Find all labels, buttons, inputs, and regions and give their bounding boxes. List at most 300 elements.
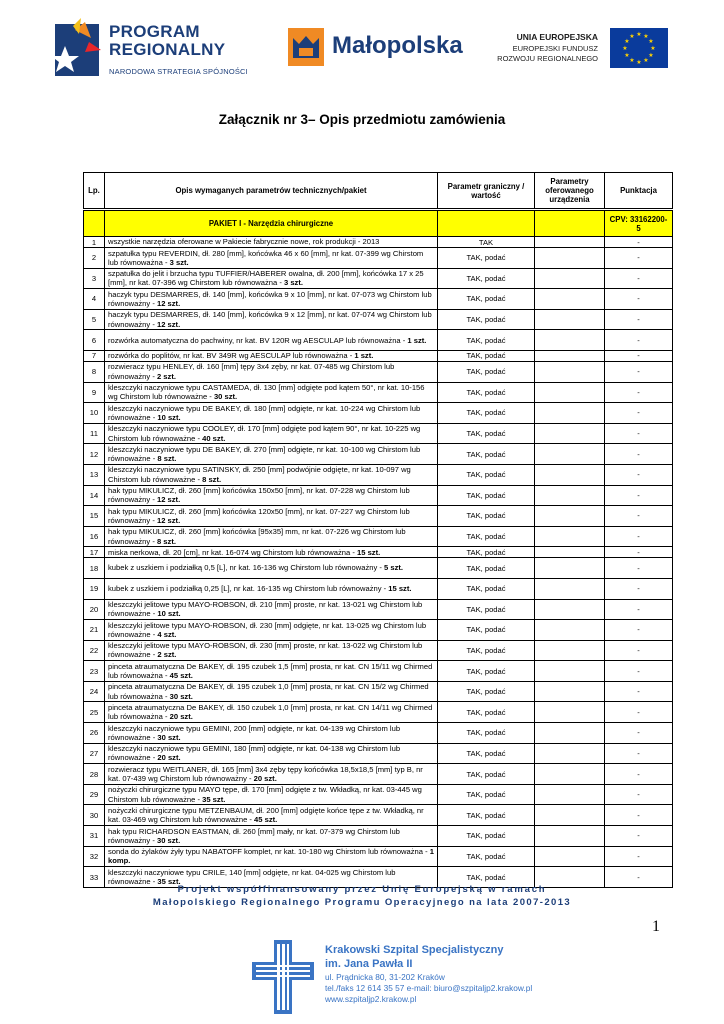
row-score: - xyxy=(605,723,673,744)
row-limit-parameter: TAK, podać xyxy=(438,403,535,424)
star-emblem-icon xyxy=(55,16,103,78)
table-row xyxy=(84,558,673,579)
row-limit-parameter: TAK, podać xyxy=(438,743,535,764)
row-description-text: kleszczyki naczyniowe typu GEMINI, 200 [mm] odgięte, nr kat. 04-139 wg Chirstom lub równoważne - xyxy=(108,723,401,742)
hospital-website-link[interactable]: www.szpitaljp2.krakow.pl xyxy=(325,994,417,1004)
row-offered-parameters[interactable] xyxy=(535,743,605,764)
row-limit-parameter: TAK, podać xyxy=(438,444,535,465)
row-quantity: 15 szt. xyxy=(357,547,381,557)
table-row xyxy=(84,826,673,847)
row-limit-parameter: TAK, podać xyxy=(438,805,535,826)
row-lp: 1 xyxy=(84,237,105,248)
row-lp: 3 xyxy=(84,268,105,289)
row-score: - xyxy=(605,846,673,867)
row-quantity: 35 szt. xyxy=(157,877,181,887)
row-quantity: 30 szt. xyxy=(157,732,181,742)
cofinancing-line2: Małopolskiego Regionalnego Programu Operacyjnego na lata 2007-2013 xyxy=(152,897,572,908)
table-row xyxy=(84,846,673,867)
row-lp: 26 xyxy=(84,723,105,744)
row-quantity: 3 szt. xyxy=(169,257,189,267)
row-limit-parameter: TAK, podać xyxy=(438,846,535,867)
row-lp: 33 xyxy=(84,867,105,888)
row-limit-parameter: TAK, podać xyxy=(438,361,535,382)
row-offered-parameters[interactable] xyxy=(535,268,605,289)
row-limit-parameter: TAK, podać xyxy=(438,309,535,330)
row-limit-parameter: TAK, podać xyxy=(438,350,535,361)
row-description xyxy=(105,403,438,424)
package-name: PAKIET I - Narzędzia chirurgiczne xyxy=(105,211,438,237)
row-description xyxy=(105,826,438,847)
row-offered-parameters[interactable] xyxy=(535,444,605,465)
row-lp: 17 xyxy=(84,547,105,558)
hospital-contact: tel./faks 12 614 35 57 e-mail: biuro@szpitaljp2.krakow.pl xyxy=(325,983,533,993)
program-regionalny-logo xyxy=(55,16,255,82)
row-limit-parameter: TAK, podać xyxy=(438,289,535,310)
table-row xyxy=(84,403,673,424)
row-lp: 7 xyxy=(84,350,105,361)
malopolska-crest-icon xyxy=(288,28,324,66)
row-description xyxy=(105,805,438,826)
row-offered-parameters[interactable] xyxy=(535,599,605,620)
row-lp: 25 xyxy=(84,702,105,723)
row-limit-parameter: TAK, podać xyxy=(438,764,535,785)
table-row xyxy=(84,599,673,620)
row-quantity: 20 szt. xyxy=(157,753,181,763)
row-quantity: 30 szt. xyxy=(169,691,193,701)
page-number: 1 xyxy=(652,918,660,935)
table-row xyxy=(84,361,673,382)
row-description-text: kubek z uszkiem i podziałką 0,5 [L], nr kat. 16-136 wg Chirstom lub równoważny - xyxy=(108,563,385,573)
row-limit-parameter: TAK, podać xyxy=(438,558,535,579)
table-row xyxy=(84,330,673,351)
row-lp: 30 xyxy=(84,805,105,826)
row-description-text: kleszczyki jelitowe typu MAYO-ROBSON, dł. 210 [mm] proste, nr kat. 13-021 wg Chirstom lub równoważne - xyxy=(108,600,423,619)
row-quantity: 2 szt. xyxy=(157,650,177,660)
row-limit-parameter: TAK, podać xyxy=(438,382,535,403)
row-score: - xyxy=(605,289,673,310)
row-score: - xyxy=(605,599,673,620)
col-header-limit-parameter: Parametr graniczny / wartość xyxy=(438,173,535,209)
row-quantity: 1 szt. xyxy=(407,335,427,345)
row-quantity: 4 szt. xyxy=(157,629,177,639)
row-limit-parameter: TAK, podać xyxy=(438,599,535,620)
table-row xyxy=(84,784,673,805)
row-limit-parameter: TAK, podać xyxy=(438,330,535,351)
row-score: - xyxy=(605,268,673,289)
row-score: - xyxy=(605,826,673,847)
row-offered-parameters[interactable] xyxy=(535,547,605,558)
row-description-text: nożyczki chirurgiczne typu MAYO tępe, dł. 170 [mm] odgięte z tw. Wkładką, nr kat. 03-445 wg Chirstom lub równoważne - xyxy=(108,785,422,804)
row-quantity: 2 szt. xyxy=(156,371,176,381)
row-description-text: pinceta atraumatyczna De BAKEY, dł. 195 czubek 1,0 [mm] prosta, nr kat. CN 15/2 wg Chirmed lub równoważna - xyxy=(108,682,429,701)
row-offered-parameters[interactable] xyxy=(535,846,605,867)
row-limit-parameter: TAK, podać xyxy=(438,723,535,744)
row-quantity: 8 szt. xyxy=(157,454,177,464)
row-lp: 14 xyxy=(84,485,105,506)
row-quantity: 12 szt. xyxy=(156,319,181,329)
document-title: Załącznik nr 3– Opis przedmiotu zamówienia xyxy=(218,112,506,127)
row-lp: 4 xyxy=(84,289,105,310)
row-description xyxy=(105,661,438,682)
row-description xyxy=(105,578,438,599)
row-limit-parameter: TAK, podać xyxy=(438,702,535,723)
row-offered-parameters[interactable] xyxy=(535,578,605,599)
table-row xyxy=(84,805,673,826)
row-score: - xyxy=(605,784,673,805)
row-offered-parameters[interactable] xyxy=(535,464,605,485)
row-offered-parameters[interactable] xyxy=(535,526,605,547)
row-quantity: 45 szt. xyxy=(254,815,278,825)
row-limit-parameter: TAK, podać xyxy=(438,784,535,805)
row-quantity: 1 szt. xyxy=(354,351,374,361)
table-row xyxy=(84,506,673,527)
row-description-text: kubek z uszkiem i podziałką 0,25 [L], nr kat. 16-135 wg Chirstom lub równoważny - xyxy=(108,584,389,594)
row-score: - xyxy=(605,248,673,269)
row-lp: 22 xyxy=(84,640,105,661)
row-limit-parameter: TAK xyxy=(438,237,535,248)
row-lp: 12 xyxy=(84,444,105,465)
table-row xyxy=(84,289,673,310)
eu-logo-line3: ROZWOJU REGIONALNEGO xyxy=(497,54,598,63)
row-description xyxy=(105,361,438,382)
row-description xyxy=(105,702,438,723)
row-lp: 28 xyxy=(84,764,105,785)
row-lp: 21 xyxy=(84,620,105,641)
row-offered-parameters[interactable] xyxy=(535,237,605,248)
program-logo-line2: REGIONALNY xyxy=(109,40,226,59)
table-header-row xyxy=(84,173,673,209)
row-limit-parameter: TAK, podać xyxy=(438,620,535,641)
row-score: - xyxy=(605,403,673,424)
table-row xyxy=(84,723,673,744)
row-description xyxy=(105,382,438,403)
table-row xyxy=(84,640,673,661)
row-limit-parameter: TAK, podać xyxy=(438,578,535,599)
specification-table xyxy=(83,172,673,888)
row-score: - xyxy=(605,485,673,506)
row-lp: 15 xyxy=(84,506,105,527)
hospital-name-line1: Krakowski Szpital Specjalistyczny xyxy=(325,944,504,956)
row-score: - xyxy=(605,309,673,330)
row-limit-parameter: TAK, podać xyxy=(438,681,535,702)
row-description-text: szpatułka do jelit i brzucha typu TUFFIER/HABERER owalna, dł. 200 [mm], końcówka 17 x 25 [mm], nr kat. 07-396 wg Chirstom lub równoważna - xyxy=(108,269,424,288)
row-description-text: rozwórka do poplitów, nr kat. BV 349R wg AESCULAP lub równoważna - xyxy=(108,351,355,361)
row-offered-parameters[interactable] xyxy=(535,805,605,826)
row-limit-parameter: TAK, podać xyxy=(438,506,535,527)
row-score: - xyxy=(605,350,673,361)
svg-text:★: ★ xyxy=(650,45,656,52)
row-description-text: hak typu MIKULICZ, dł. 260 [mm] końcówka 120x50 [mm], nr kat. 07-227 wg Chirstom lub równoważny - xyxy=(108,506,410,525)
row-quantity: 20 szt. xyxy=(253,774,277,784)
row-score: - xyxy=(605,382,673,403)
row-description xyxy=(105,681,438,702)
row-quantity: 8 szt. xyxy=(202,474,222,484)
col-header-lp: Lp. xyxy=(84,173,105,209)
program-logo-line1: PROGRAM xyxy=(109,22,200,41)
row-score: - xyxy=(605,237,673,248)
row-lp: 6 xyxy=(84,330,105,351)
row-description-text: hak typu MIKULICZ, dł. 260 [mm] końcówka [95x35] mm, nr kat. 07-226 wg Chirstom lub równoważny - xyxy=(108,527,406,546)
svg-text:★: ★ xyxy=(629,33,635,40)
svg-text:★: ★ xyxy=(624,38,630,45)
row-offered-parameters[interactable] xyxy=(535,361,605,382)
row-offered-parameters[interactable] xyxy=(535,330,605,351)
row-description-text: haczyk typu DESMARRES, dł. 140 [mm], końcówka 9 x 10 [mm], nr kat. 07-073 wg Chirstom lub równoważny - xyxy=(108,289,432,308)
row-score: - xyxy=(605,526,673,547)
row-score: - xyxy=(605,423,673,444)
row-description-text: kleszczyki jelitowe typu MAYO-ROBSON, dł. 230 [mm] odgięte, nr kat. 13-025 wg Chirstom lub równoważne - xyxy=(108,620,427,639)
row-offered-parameters[interactable] xyxy=(535,558,605,579)
row-offered-parameters[interactable] xyxy=(535,350,605,361)
svg-text:★: ★ xyxy=(636,59,642,66)
row-description xyxy=(105,350,438,361)
row-description xyxy=(105,547,438,558)
row-quantity: 30 szt. xyxy=(213,392,238,402)
svg-text:★: ★ xyxy=(622,45,628,52)
row-limit-parameter: TAK, podać xyxy=(438,547,535,558)
row-quantity: 15 szt. xyxy=(388,584,412,594)
row-description xyxy=(105,268,438,289)
row-score: - xyxy=(605,681,673,702)
row-offered-parameters[interactable] xyxy=(535,640,605,661)
svg-text:★: ★ xyxy=(643,33,649,40)
table-row xyxy=(84,464,673,485)
row-score: - xyxy=(605,330,673,351)
row-description xyxy=(105,558,438,579)
row-lp: 29 xyxy=(84,784,105,805)
row-description xyxy=(105,485,438,506)
row-offered-parameters[interactable] xyxy=(535,423,605,444)
row-description xyxy=(105,620,438,641)
row-offered-parameters[interactable] xyxy=(535,248,605,269)
row-description xyxy=(105,464,438,485)
table-row xyxy=(84,578,673,599)
col-header-description: Opis wymaganych parametrów technicznych/pakiet xyxy=(105,173,438,209)
table-row xyxy=(84,743,673,764)
eu-logo-line1: UNIA EUROPEJSKA xyxy=(516,32,598,42)
col-header-score: Punktacja xyxy=(605,173,673,209)
row-quantity: 35 szt. xyxy=(202,794,226,804)
svg-text:★: ★ xyxy=(648,38,654,45)
row-lp: 5 xyxy=(84,309,105,330)
col-header-offered-parameters: Parametry oferowanego urządzenia xyxy=(535,173,605,209)
table-row xyxy=(84,309,673,330)
table-row xyxy=(84,485,673,506)
row-description-text: kleszczyki naczyniowe typu DE BAKEY, dł. 270 [mm] odgięte, nr kat. 10-100 wg Chirstom lub równoważne - xyxy=(108,444,421,464)
row-description xyxy=(105,423,438,444)
row-description xyxy=(105,784,438,805)
svg-text:★: ★ xyxy=(636,31,642,38)
row-description-text: kleszczyki naczyniowe typu CASTAMEDA, dł. 130 [mm] odgięte pod kątem 50°, nr kat. 10-156 wg Chirstom lub równoważne - xyxy=(108,383,425,402)
row-quantity: 30 szt. xyxy=(156,835,181,845)
row-offered-parameters[interactable] xyxy=(535,681,605,702)
row-offered-parameters[interactable] xyxy=(535,826,605,847)
table-row xyxy=(84,268,673,289)
row-limit-parameter: TAK, podać xyxy=(438,867,535,888)
table-row xyxy=(84,350,673,361)
row-quantity: 40 szt. xyxy=(202,433,226,443)
row-score: - xyxy=(605,661,673,682)
row-lp: 32 xyxy=(84,846,105,867)
svg-text:★: ★ xyxy=(643,57,649,64)
program-logo-line3: NARODOWA STRATEGIA SPÓJNOŚCI xyxy=(109,67,248,76)
svg-text:★: ★ xyxy=(629,57,635,64)
hospital-address: ul. Prądnicka 80, 31-202 Kraków xyxy=(325,972,445,982)
table-row xyxy=(84,248,673,269)
row-description-text: kleszczyki naczyniowe typu DE BAKEY, dł. 180 [mm] odgięte, nr kat. 10-224 wg Chirstom lub równoważne - xyxy=(108,403,421,422)
row-offered-parameters[interactable] xyxy=(535,485,605,506)
row-lp: 8 xyxy=(84,361,105,382)
row-score: - xyxy=(605,867,673,888)
row-score: - xyxy=(605,464,673,485)
row-offered-parameters[interactable] xyxy=(535,764,605,785)
row-lp: 31 xyxy=(84,826,105,847)
row-limit-parameter: TAK, podać xyxy=(438,826,535,847)
row-offered-parameters[interactable] xyxy=(535,382,605,403)
row-quantity: 3 szt. xyxy=(284,278,303,288)
row-score: - xyxy=(605,764,673,785)
row-quantity: 1 komp. xyxy=(108,847,434,866)
table-row xyxy=(84,702,673,723)
table-row xyxy=(84,620,673,641)
row-description-text: pinceta atraumatyczna De BAKEY, dł. 150 czubek 1,0 [mm] prosta, nr kat. CN 14/11 wg Chirmed lub równoważna - xyxy=(108,702,433,722)
row-offered-parameters[interactable] xyxy=(535,403,605,424)
row-description-text: kleszczyki naczyniowe typu COOLEY, dł. 170 [mm] odgięte pod kątem 90°, nr kat. 10-225 wg Chirstom lub równoważne - xyxy=(108,424,421,443)
row-lp: 13 xyxy=(84,464,105,485)
row-limit-parameter: TAK, podać xyxy=(438,248,535,269)
eu-logo xyxy=(498,24,668,74)
row-score: - xyxy=(605,702,673,723)
row-limit-parameter: TAK, podać xyxy=(438,485,535,506)
row-description xyxy=(105,764,438,785)
row-quantity: 10 szt. xyxy=(157,609,181,619)
row-offered-parameters[interactable] xyxy=(535,620,605,641)
row-lp: 24 xyxy=(84,681,105,702)
row-description-text: kleszczyki naczyniowe typu SATINSKY, dł. 250 [mm] podwójnie odgięte, nr kat. 10-097 wg Chirstom lub równoważne - xyxy=(108,465,411,484)
row-description-text: pinceta atraumatyczna De BAKEY, dł. 195 czubek 1,5 [mm] prosta, nr kat. CN 15/11 wg Chirmed lub równoważna - xyxy=(108,661,433,681)
row-score: - xyxy=(605,558,673,579)
row-score: - xyxy=(605,805,673,826)
row-offered-parameters[interactable] xyxy=(535,289,605,310)
row-description xyxy=(105,723,438,744)
row-quantity: 12 szt. xyxy=(156,495,181,505)
row-description-text: nożyczki chirurgiczne typu METZENBAUM, dł. 200 [mm] odgięte końce tępe z tw. Wkładką, nr kat. 03-469 wg Chirstom lub równoważne - xyxy=(108,805,424,825)
row-limit-parameter: TAK, podać xyxy=(438,268,535,289)
row-description-text: kleszczyki naczyniowe typu GEMINI, 180 [mm] odgięte, nr kat. 04-138 wg Chirstom lub równoważne - xyxy=(108,744,401,763)
row-offered-parameters[interactable] xyxy=(535,702,605,723)
table-row xyxy=(84,547,673,558)
row-quantity: 20 szt. xyxy=(169,712,193,722)
row-description xyxy=(105,640,438,661)
row-description-text: haczyk typu DESMARRES, dł. 140 [mm], końcówka 9 x 12 [mm], nr kat. 07-074 wg Chirstom lub równoważny - xyxy=(108,310,432,329)
row-description xyxy=(105,599,438,620)
table-row xyxy=(84,661,673,682)
table-row xyxy=(84,237,673,248)
row-limit-parameter: TAK, podać xyxy=(438,526,535,547)
svg-text:★: ★ xyxy=(648,52,654,59)
row-score: - xyxy=(605,578,673,599)
row-limit-parameter: TAK, podać xyxy=(438,423,535,444)
row-description xyxy=(105,506,438,527)
row-description-text: rozwieracz typu HENLEY, dł. 160 [mm] tępy 3x4 zęby, nr kat. 07-485 wg Chirstom lub równoważny - xyxy=(108,362,395,381)
row-lp: 20 xyxy=(84,599,105,620)
row-description xyxy=(105,444,438,465)
row-score: - xyxy=(605,640,673,661)
table-row xyxy=(84,764,673,785)
row-offered-parameters[interactable] xyxy=(535,723,605,744)
row-score: - xyxy=(605,361,673,382)
row-score: - xyxy=(605,620,673,641)
package-row xyxy=(84,211,673,237)
row-description-text: miska nerkowa, dł. 20 [cm], nr kat. 16-074 wg Chirstom lub równoważna - xyxy=(108,547,358,557)
row-description xyxy=(105,248,438,269)
row-quantity: 5 szt. xyxy=(384,563,404,573)
row-description-text: rozwórka automatyczna do pachwiny, nr kat. BV 120R wg AESCULAP lub równoważna - xyxy=(108,335,408,345)
row-description-text: rozwieracz typu WEITLANER, dł. 165 [mm] 3x4 zęby tępy końcówka 18,5x18,5 [mm] typ B, nr kat. 07-439 wg Chirstom lub równoważny - xyxy=(108,764,423,784)
row-score: - xyxy=(605,506,673,527)
row-lp: 23 xyxy=(84,661,105,682)
cofinancing-line1: Projekt współfinansowany przez Unię Europejską w ramach xyxy=(177,884,547,895)
row-description-text: hak typu MIKULICZ, dł. 260 [mm] końcówka 150x50 [mm], nr kat. 07-228 wg Chirstom lub równoważny - xyxy=(108,486,410,505)
row-description-text: szpatułka typu REVERDIN, dł. 280 [mm], końcówka 46 x 60 [mm], nr kat. 07-399 wg Chirstom lub równoważna - xyxy=(108,248,424,267)
malopolska-logo-text: Małopolska xyxy=(332,32,463,59)
row-lp: 9 xyxy=(84,382,105,403)
row-offered-parameters[interactable] xyxy=(535,309,605,330)
row-description xyxy=(105,237,438,248)
row-description-text: hak typu RICHARDSON EASTMAN, dł. 260 [mm] mały, nr kat. 07-379 wg Chirstom lub równoważny - xyxy=(108,826,400,845)
row-quantity: 12 szt. xyxy=(156,298,181,308)
row-limit-parameter: TAK, podać xyxy=(438,464,535,485)
malopolska-logo xyxy=(288,24,468,70)
row-score: - xyxy=(605,743,673,764)
row-limit-parameter: TAK, podać xyxy=(438,661,535,682)
row-lp: 18 xyxy=(84,558,105,579)
table-row xyxy=(84,444,673,465)
row-score: - xyxy=(605,547,673,558)
row-offered-parameters[interactable] xyxy=(535,661,605,682)
row-limit-parameter: TAK, podać xyxy=(438,640,535,661)
hospital-name-line2: im. Jana Pawła II xyxy=(325,958,413,970)
row-description-text: kleszczyki naczyniowe typu CRILE, 140 [mm] odgięte, nr kat. 04-025 wg Chirstom lub równoważne - xyxy=(108,867,396,887)
row-lp: 19 xyxy=(84,578,105,599)
row-description xyxy=(105,526,438,547)
row-description-text: sonda do żylaków żyły typu NABATOFF komplet, nr kat. 10-180 wg Chirstom lub równoważna - xyxy=(108,847,430,857)
row-description xyxy=(105,330,438,351)
row-quantity: 10 szt. xyxy=(157,412,181,422)
eu-flag-icon xyxy=(610,28,668,68)
package-cpv: CPV: 33162200-5 xyxy=(605,211,673,237)
hospital-cross-icon xyxy=(252,940,314,1014)
row-lp: 2 xyxy=(84,248,105,269)
row-description xyxy=(105,846,438,867)
row-lp: 10 xyxy=(84,403,105,424)
row-lp: 27 xyxy=(84,743,105,764)
row-description xyxy=(105,289,438,310)
row-offered-parameters[interactable] xyxy=(535,784,605,805)
table-row xyxy=(84,423,673,444)
row-description xyxy=(105,743,438,764)
row-quantity: 45 szt. xyxy=(169,671,193,681)
svg-text:★: ★ xyxy=(624,52,630,59)
row-offered-parameters[interactable] xyxy=(535,506,605,527)
table-row xyxy=(84,526,673,547)
row-description-text: wszystkie narzędzia oferowane w Pakiecie fabrycznie nowe, rok produkcji - 2013 xyxy=(108,237,380,247)
row-description-text: kleszczyki jelitowe typu MAYO-ROBSON, dł. 230 [mm] proste, nr kat. 13-022 wg Chirstom lub równoważne - xyxy=(108,641,423,660)
row-lp: 16 xyxy=(84,526,105,547)
table-row xyxy=(84,681,673,702)
row-lp: 11 xyxy=(84,423,105,444)
row-quantity: 8 szt. xyxy=(156,536,176,546)
